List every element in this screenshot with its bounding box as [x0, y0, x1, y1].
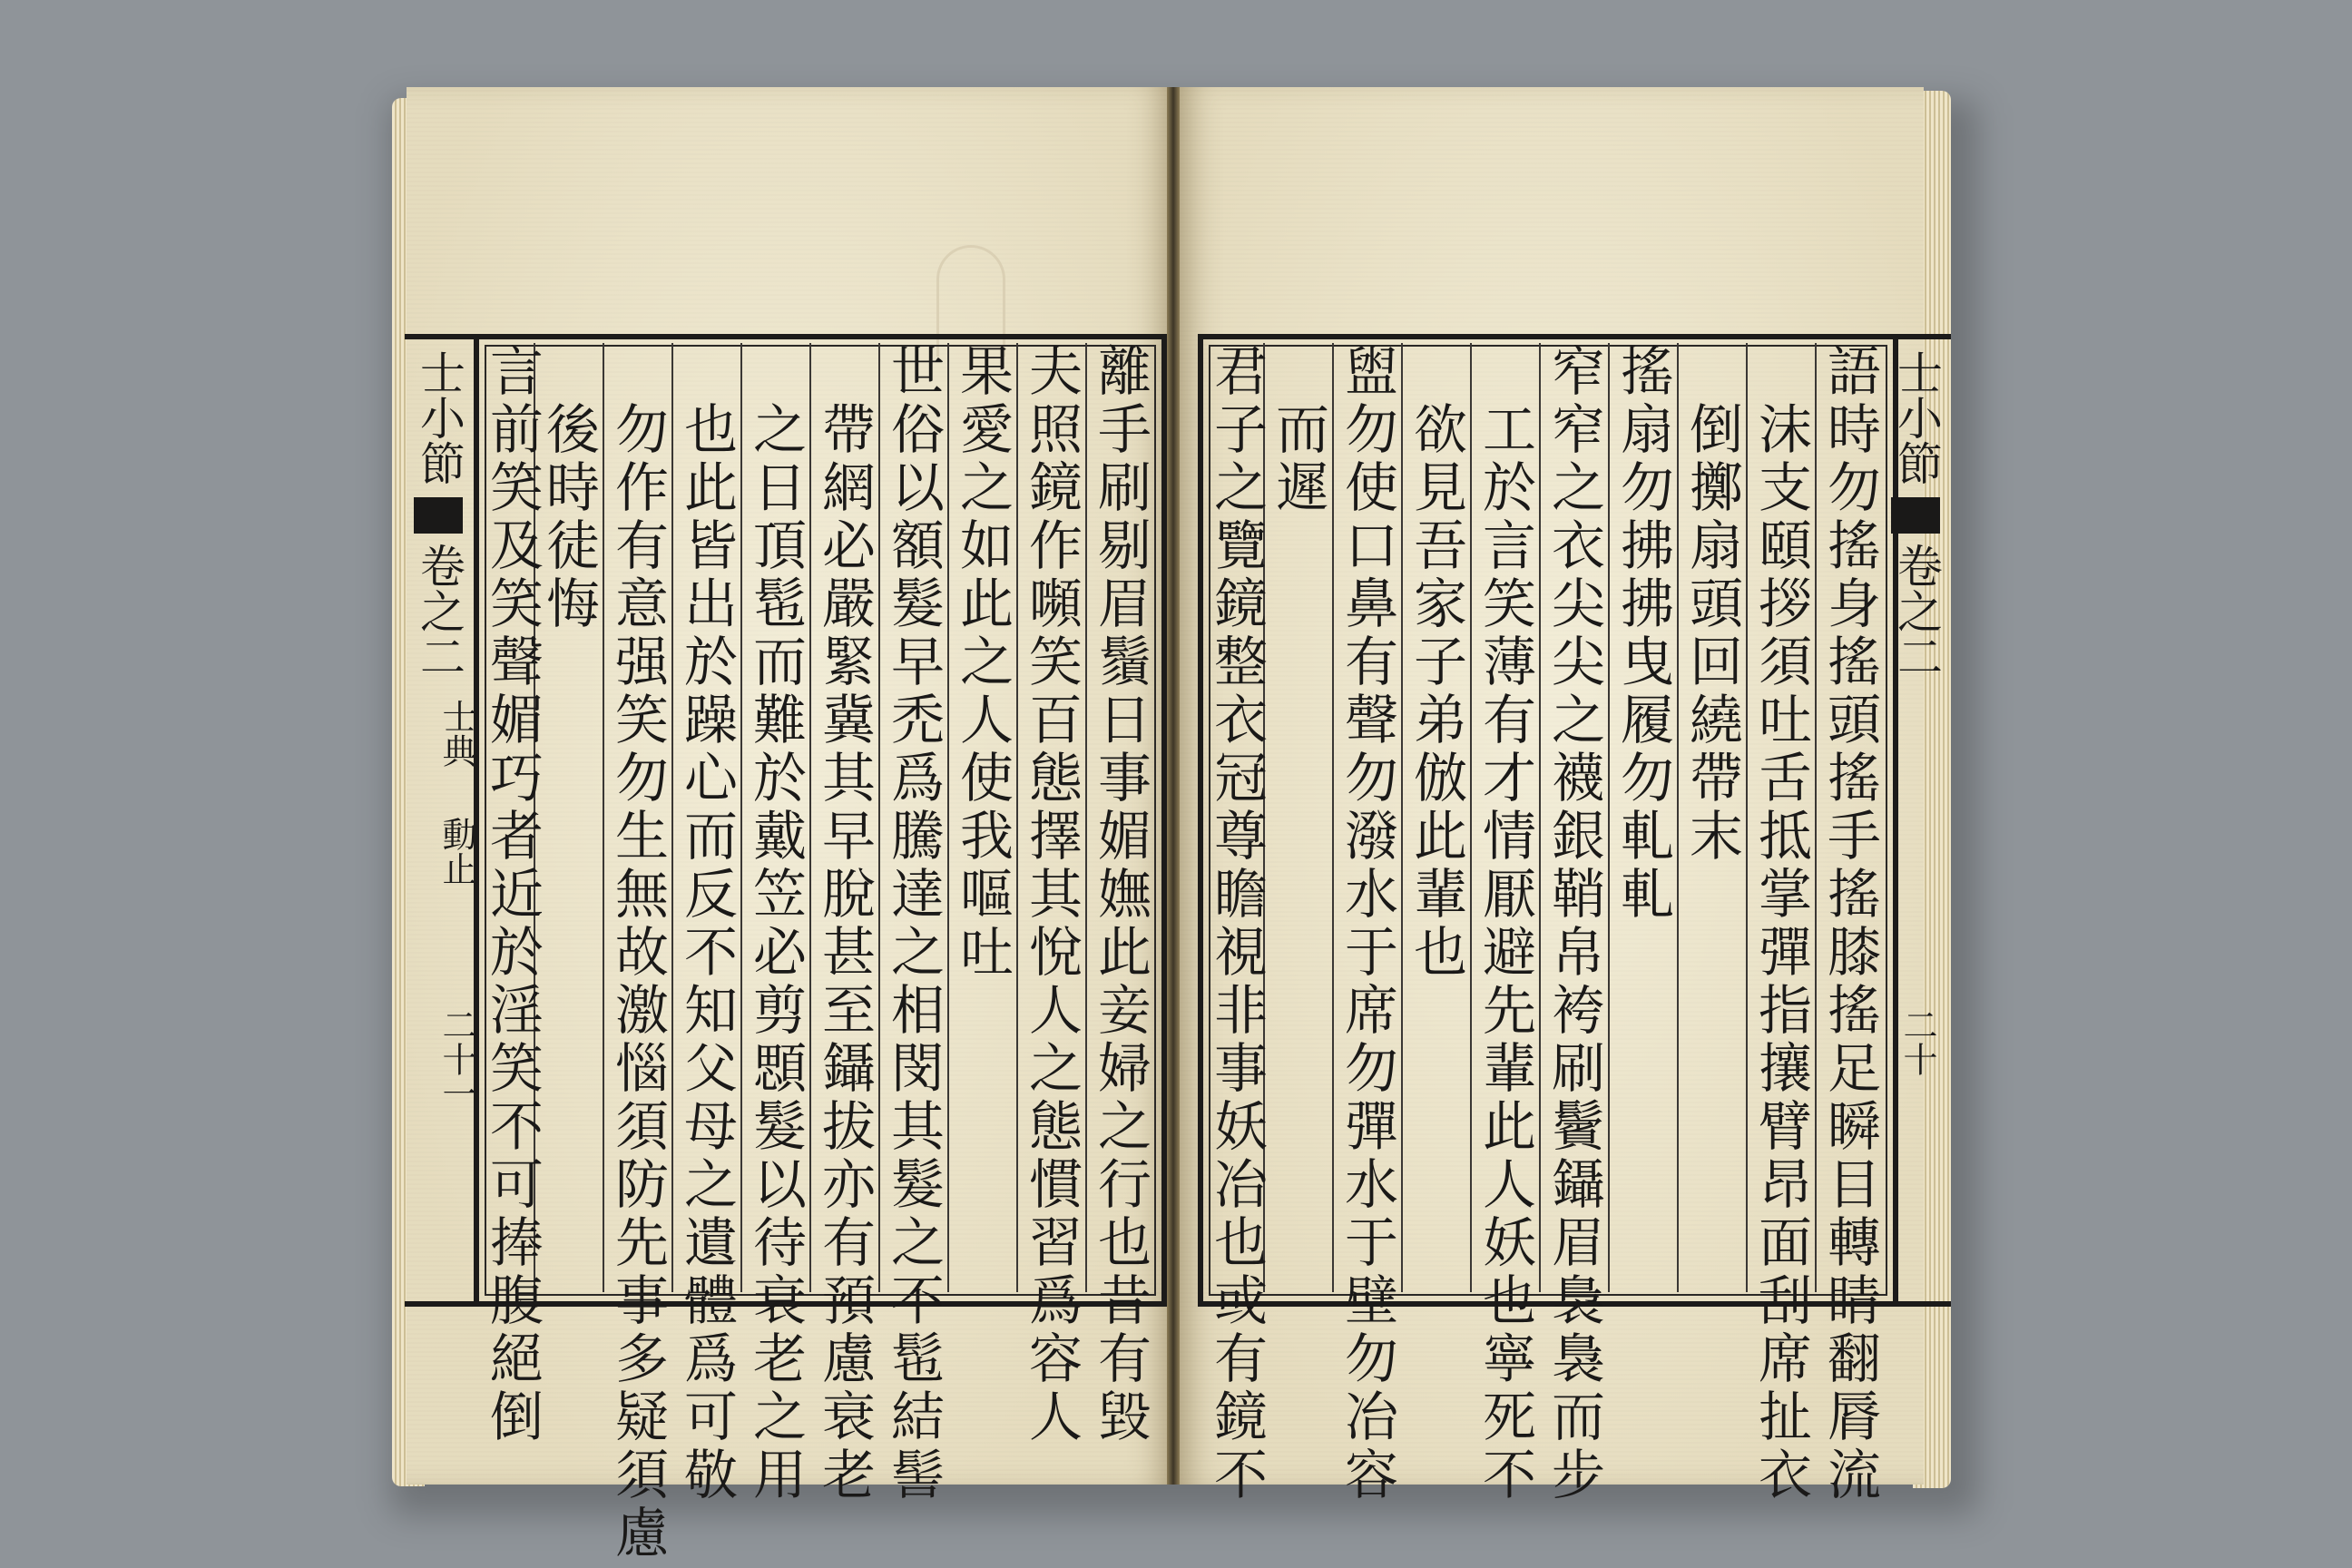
left-text-column-2: 夫照鏡作嚬笑百態擇其悅人之態慣習爲容人: [1020, 343, 1083, 1446]
right-text-column-5: 窄窄之衣尖尖之襪銀鞘帛袴刷鬢鑷眉裊裊而步: [1543, 343, 1605, 1504]
left-banxin-title: 士小節: [413, 349, 466, 485]
right-banxin-title: 士小節: [1890, 349, 1943, 485]
left-text-column-5: 帶網必嚴緊冀其早脫甚至鑷拔亦有預慮衰老: [813, 401, 876, 1504]
left-text-column-4: 世俗以額髮早禿爲騰達之相閔其髮之不髢結髻: [882, 343, 945, 1504]
right-text-column-4: 搖扇勿拂拂曳履勿軋軋: [1612, 343, 1674, 924]
right-text-column-3: 倒擲扇頭回繞帶末: [1681, 401, 1743, 866]
left-banxin-section: 士典: [436, 699, 476, 768]
right-banxin-volume: 卷之二: [1890, 543, 1943, 679]
book-gutter: [1167, 87, 1180, 1485]
left-text-column-7: 也此皆出於躁心而反不知父母之遺體爲可敬: [675, 401, 738, 1504]
right-text-column-8: 盥勿使口鼻有聲勿潑水于席勿彈水于壁勿冶容: [1336, 343, 1398, 1504]
right-text-column-10: 君子之覽鏡整衣冠尊瞻視非事妖冶也或有鏡不: [1205, 343, 1268, 1504]
right-text-column-7: 欲見吾家子弟倣此輩也: [1405, 401, 1467, 982]
right-text-column-2: 沫支頤拶須吐舌抵掌彈指攘臂昂面刮席扯衣: [1749, 401, 1812, 1504]
left-text-column-8: 勿作有意强笑勿生無故激惱須防先事多疑須慮: [606, 401, 669, 1563]
left-banxin-volume: 卷之二: [413, 543, 466, 679]
left-text-column-1: 離手刷剔眉鬚日事媚嫵此妾婦之行也昔有毀: [1089, 343, 1152, 1446]
left-text-column-3: 果愛之如此之人使我嘔吐: [951, 343, 1014, 982]
left-banxin-folio: 二十一: [436, 1007, 476, 1111]
right-text-column-9: 而遲: [1267, 401, 1329, 517]
left-text-column-9: 後時徒悔: [537, 401, 600, 633]
fish-tail-mark: [414, 497, 463, 534]
left-text-column-10: 言前笑及笑聲媚巧者近於淫笑不可捧腹絕倒: [481, 343, 544, 1446]
left-text-column-6: 之日頂髢而難於戴笠必剪顋髮以待衰老之用: [744, 401, 807, 1504]
left-banxin-subsection: 動止: [436, 817, 476, 886]
right-banxin-folio: 二十: [1897, 1007, 1937, 1076]
fish-tail-mark: [1891, 497, 1940, 534]
right-text-column-6: 工於言笑薄有才情厭避先輩此人妖也寧死不: [1474, 401, 1536, 1504]
right-text-column-1: 語時勿搖身搖頭搖手搖膝搖足瞬目轉睛翻脣流: [1818, 343, 1881, 1504]
